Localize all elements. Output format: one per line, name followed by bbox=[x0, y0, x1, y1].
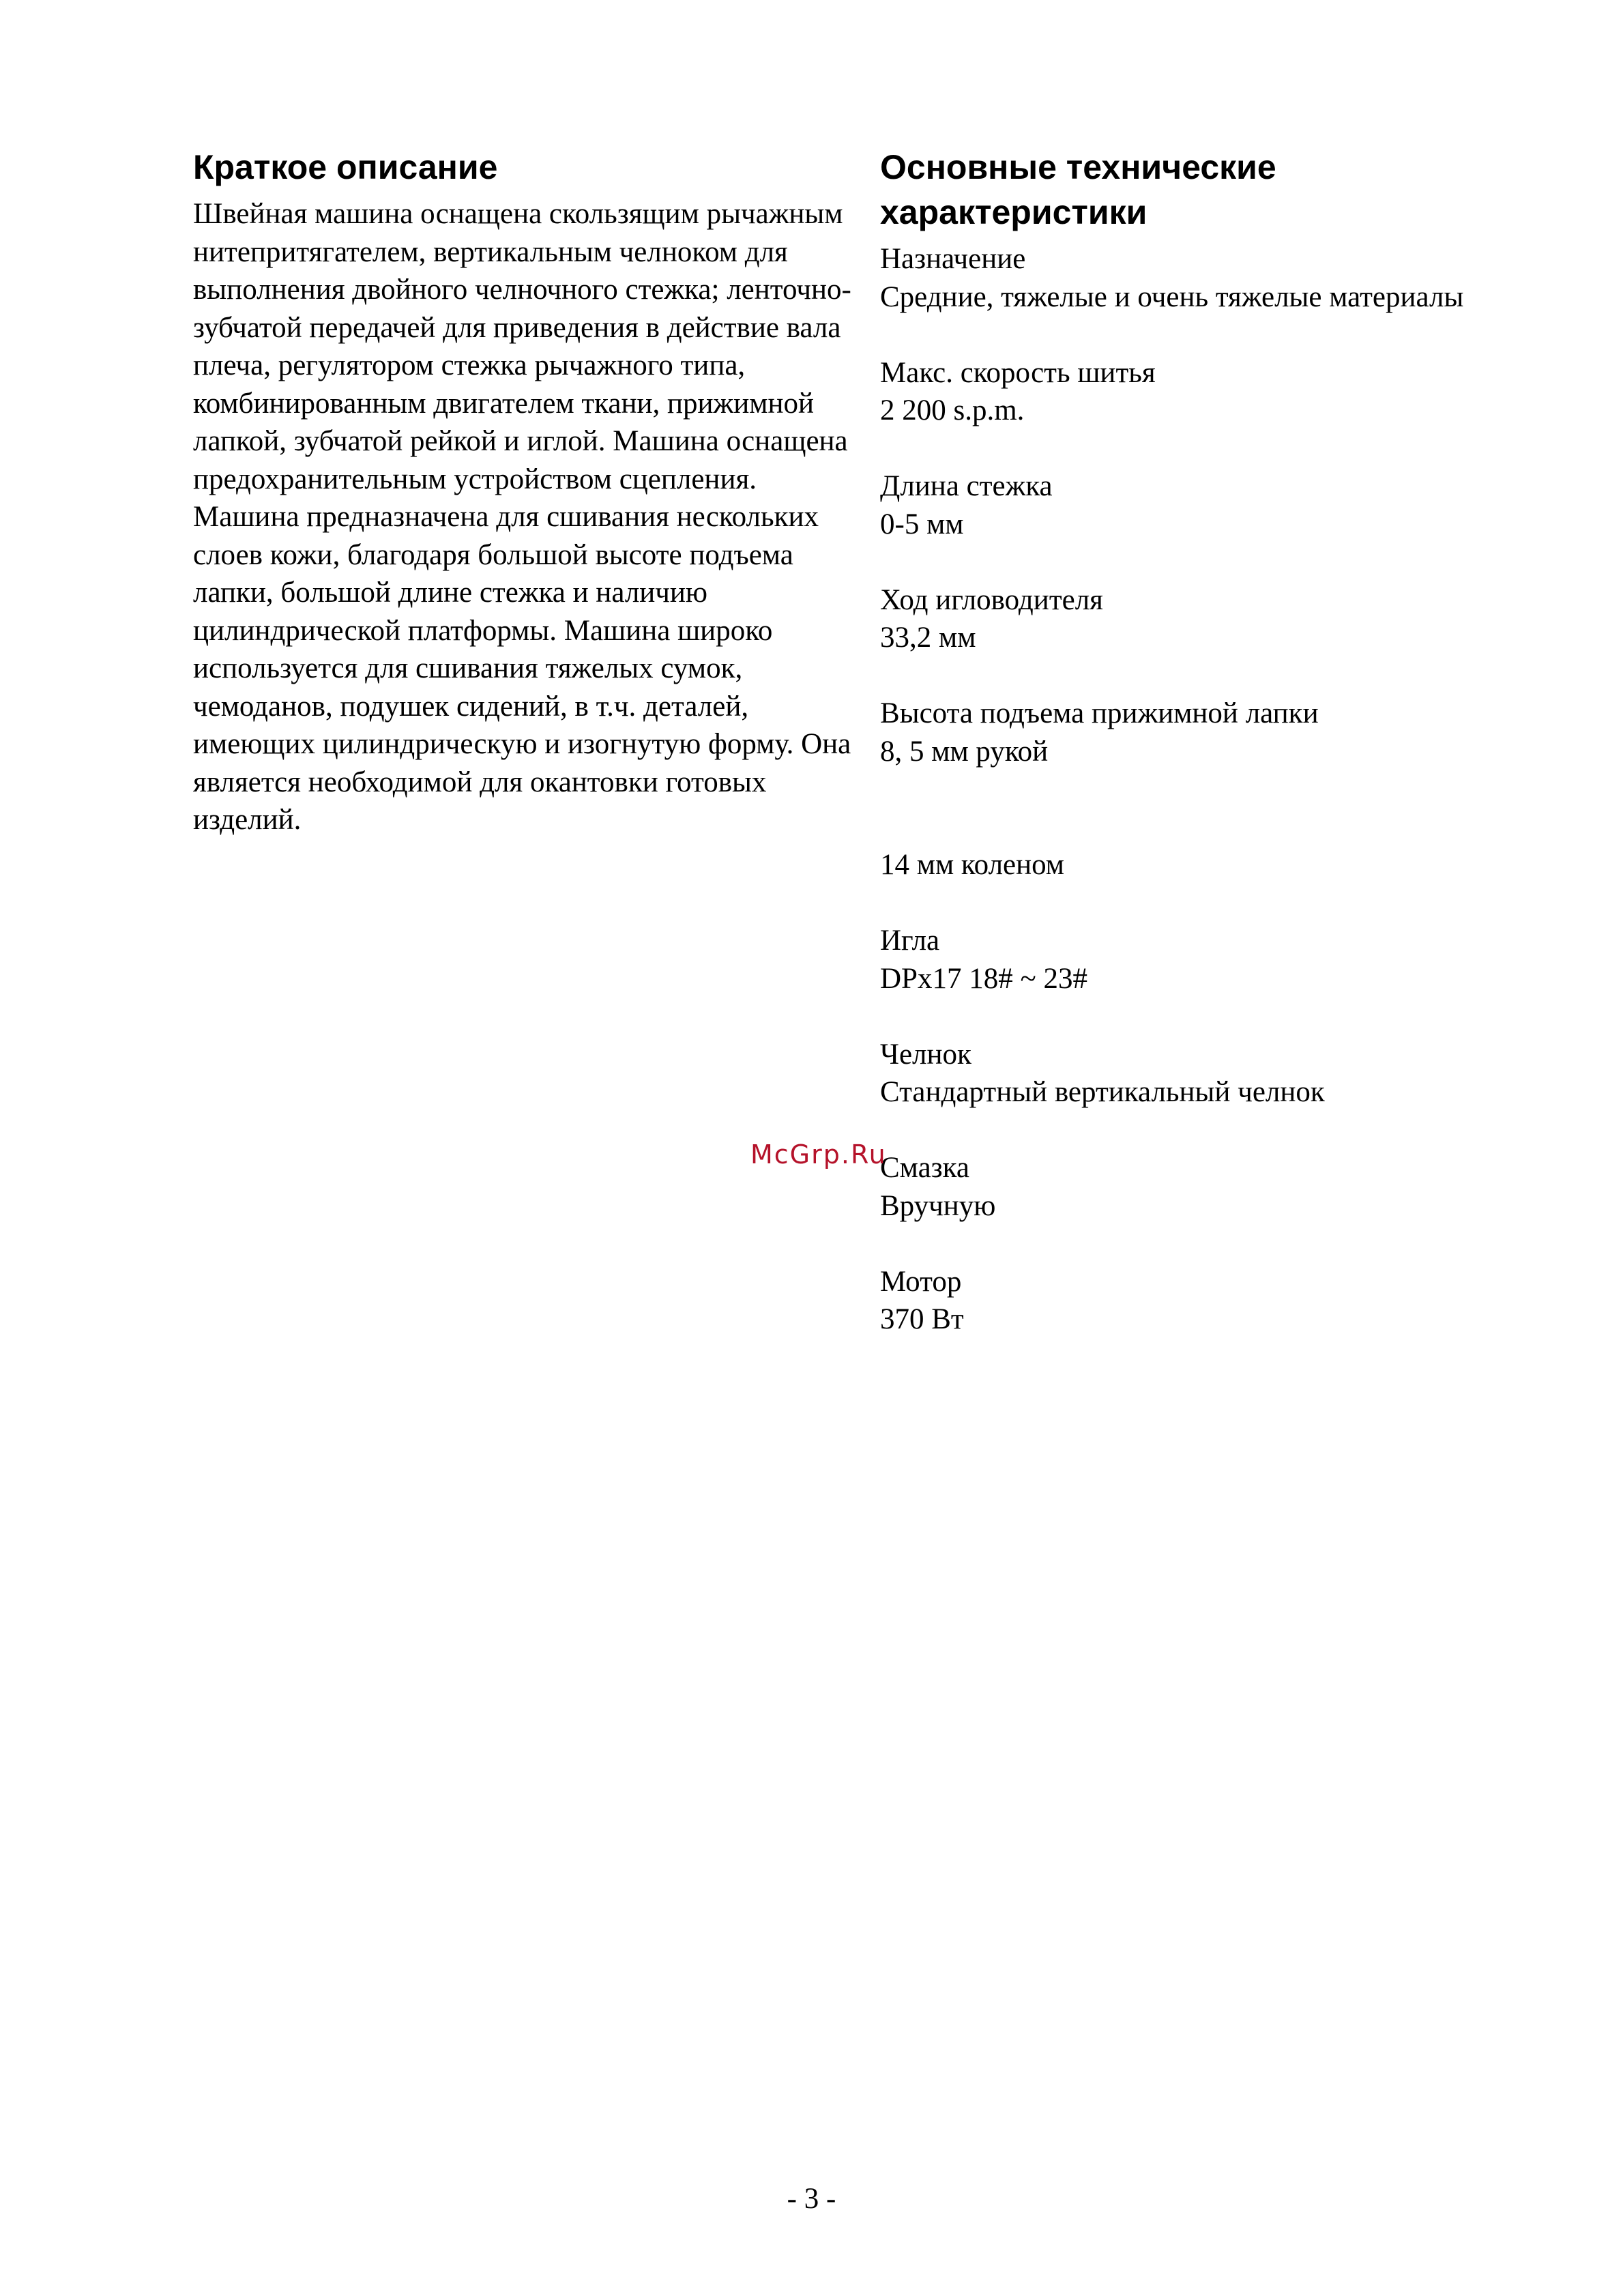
spec-item-needle-bar-stroke bbox=[880, 581, 1494, 657]
spec-label: Макс. скорость шитья bbox=[880, 356, 1156, 389]
spec-value: 33,2 мм bbox=[880, 622, 976, 654]
description-column bbox=[193, 145, 868, 839]
spec-item-motor bbox=[880, 1263, 1494, 1339]
spec-label: Длина стежка bbox=[880, 470, 1053, 502]
spec-value: 14 мм коленом bbox=[880, 849, 1065, 881]
spec-item-foot-lift-knee bbox=[880, 846, 1494, 884]
spec-label: Игла bbox=[880, 925, 940, 957]
spec-value: Средние, тяжелые и очень тяжелые материалы bbox=[880, 280, 1464, 313]
description-paragraph: Швейная машина оснащена скользящим рычажным нитепритягателем, вертикальным челноком для выполнения двойного челночного стежка; ленточно-зубчатой передачей для приведения в действие вала плеча, регулятором стежка рычажного типа, комбинированным двигателем ткани, прижимной лапкой, зубчатой рейкой и иглой. Машина оснащена предохранительным устройством сцепления. Машина предназначена для сшивания нескольких слоев кожи, благодаря большой высоте подъема лапки, большой длине стежка и наличию цилиндрической платформы. Машина широко используется для сшивания тяжелых сумок, чемоданов, подушек сидений, в т.ч. деталей, имеющих цилиндрическую и изогнутую форму. Она является необходимой для окантовки готовых изделий. bbox=[193, 198, 851, 836]
spec-item-hook bbox=[880, 1036, 1494, 1111]
spec-value: Стандартный вертикальный челнок bbox=[880, 1076, 1325, 1108]
spec-label: Челнок bbox=[880, 1038, 971, 1071]
spec-list bbox=[880, 240, 1494, 1339]
spec-value: Вручную bbox=[880, 1189, 996, 1222]
spec-value: 0-5 мм bbox=[880, 508, 964, 540]
spec-item-max-speed bbox=[880, 354, 1494, 430]
spec-label: Мотор bbox=[880, 1265, 962, 1298]
spec-value: DPx17 18# ~ 23# bbox=[880, 962, 1087, 995]
spec-item-purpose bbox=[880, 240, 1494, 316]
page-number: - 3 - bbox=[787, 2183, 836, 2215]
spec-item-stitch-length bbox=[880, 467, 1494, 543]
spec-label: Смазка bbox=[880, 1152, 969, 1184]
spec-item-needle bbox=[880, 922, 1494, 998]
spec-label: Высота подъема прижимной лапки bbox=[880, 697, 1319, 729]
spec-item-lubrication bbox=[880, 1149, 1494, 1225]
spec-value: 8, 5 мм рукой bbox=[880, 735, 1049, 768]
watermark: McGrp.Ru bbox=[750, 1139, 887, 1169]
spec-value: 2 200 s.p.m. bbox=[880, 394, 1025, 426]
spec-label: Назначение bbox=[880, 243, 1026, 275]
specs-heading: Основные технические характеристики bbox=[880, 148, 1276, 231]
spec-label: Ход игловодителя bbox=[880, 583, 1103, 616]
description-heading: Краткое описание bbox=[193, 148, 498, 186]
spec-value: 370 Вт bbox=[880, 1303, 964, 1335]
spec-item-foot-lift-hand bbox=[880, 695, 1494, 770]
specs-column bbox=[880, 145, 1494, 1376]
